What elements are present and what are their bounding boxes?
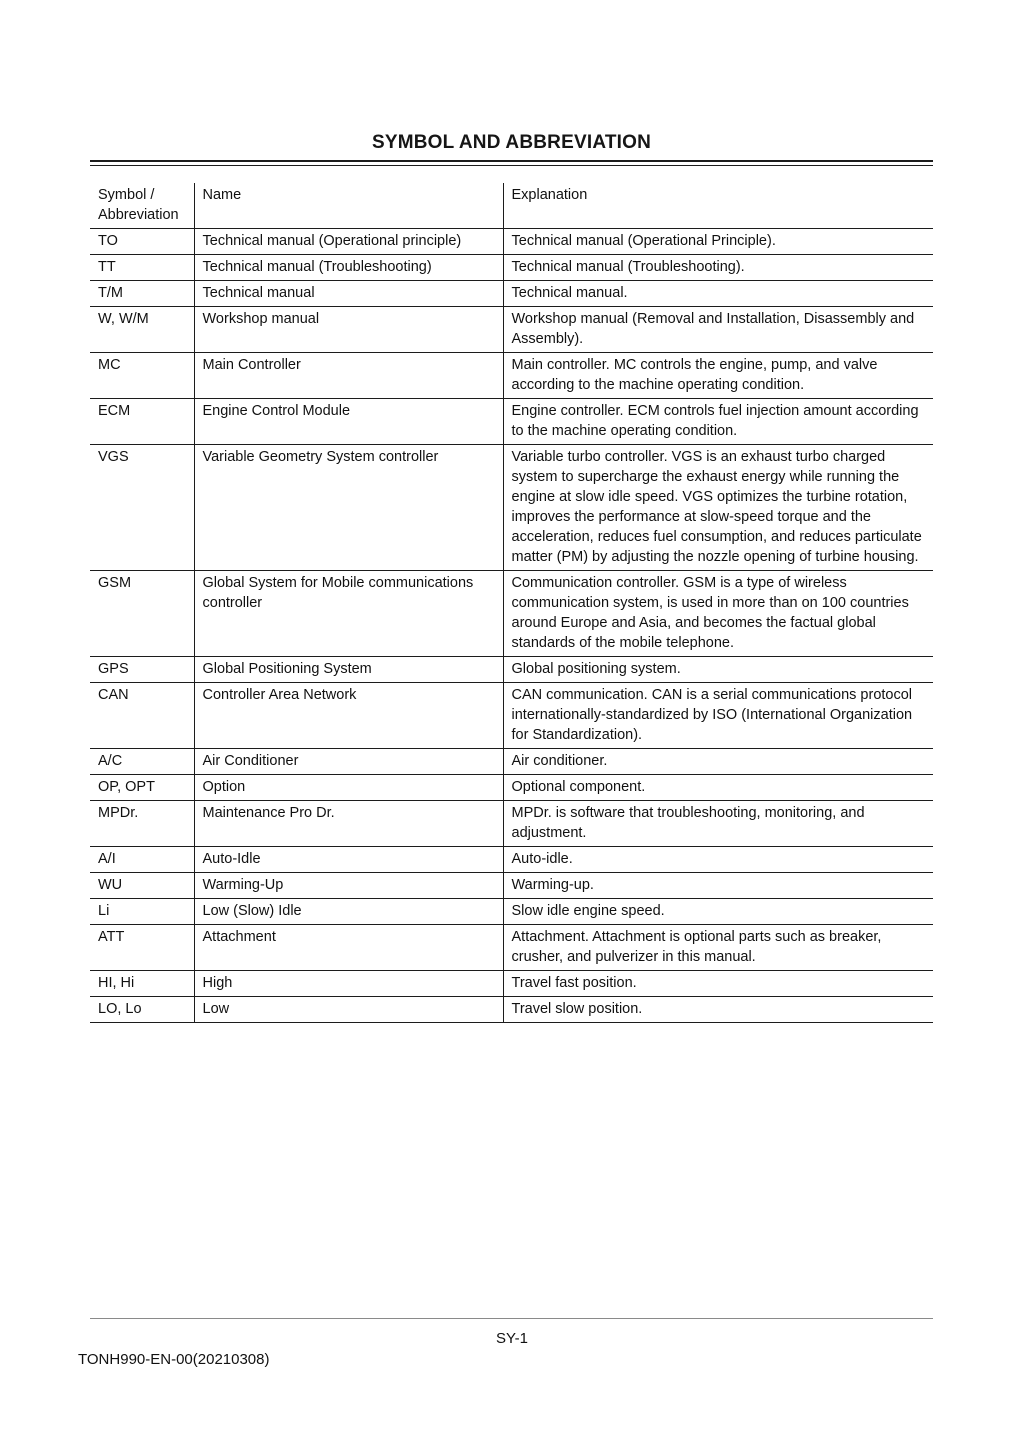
name-cell: Main Controller xyxy=(194,353,503,399)
table-header-row xyxy=(90,183,933,229)
column-header-explanation: Explanation xyxy=(503,183,933,229)
page-content xyxy=(90,0,933,1023)
explanation-cell: Technical manual. xyxy=(503,281,933,307)
table-row xyxy=(90,801,933,847)
name-cell: Maintenance Pro Dr. xyxy=(194,801,503,847)
name-cell: Technical manual xyxy=(194,281,503,307)
name-cell: Technical manual (Troubleshooting) xyxy=(194,255,503,281)
symbol-cell: Li xyxy=(90,899,194,925)
symbol-cell: MPDr. xyxy=(90,801,194,847)
symbol-cell: HI, Hi xyxy=(90,971,194,997)
symbol-cell: VGS xyxy=(90,445,194,571)
name-cell: Engine Control Module xyxy=(194,399,503,445)
symbol-cell: ATT xyxy=(90,925,194,971)
symbol-cell: A/I xyxy=(90,847,194,873)
explanation-cell: Air conditioner. xyxy=(503,749,933,775)
explanation-cell: CAN communication. CAN is a serial communications protocol internationally-standardized by ISO (International Organization for Standardization). xyxy=(503,683,933,749)
table-row xyxy=(90,399,933,445)
table-row xyxy=(90,353,933,399)
symbol-cell: TT xyxy=(90,255,194,281)
explanation-cell: Attachment. Attachment is optional parts such as breaker, crusher, and pulverizer in this manual. xyxy=(503,925,933,971)
explanation-cell: Global positioning system. xyxy=(503,657,933,683)
abbreviation-table xyxy=(90,183,933,1023)
symbol-cell: ECM xyxy=(90,399,194,445)
symbol-cell: MC xyxy=(90,353,194,399)
name-cell: Attachment xyxy=(194,925,503,971)
explanation-cell: Slow idle engine speed. xyxy=(503,899,933,925)
symbol-cell: OP, OPT xyxy=(90,775,194,801)
abbreviation-table-body xyxy=(90,229,933,1023)
table-row xyxy=(90,925,933,971)
symbol-cell: W, W/M xyxy=(90,307,194,353)
table-row xyxy=(90,571,933,657)
symbol-cell: CAN xyxy=(90,683,194,749)
table-header xyxy=(90,183,933,229)
table-row xyxy=(90,281,933,307)
explanation-cell: MPDr. is software that troubleshooting, monitoring, and adjustment. xyxy=(503,801,933,847)
page-number: SY-1 xyxy=(496,1330,528,1347)
table-row xyxy=(90,899,933,925)
table-row xyxy=(90,971,933,997)
table-row xyxy=(90,683,933,749)
table-row xyxy=(90,847,933,873)
name-cell: Global Positioning System xyxy=(194,657,503,683)
symbol-cell: GPS xyxy=(90,657,194,683)
name-cell: High xyxy=(194,971,503,997)
symbol-cell: WU xyxy=(90,873,194,899)
name-cell: Warming-Up xyxy=(194,873,503,899)
symbol-cell: TO xyxy=(90,229,194,255)
explanation-cell: Workshop manual (Removal and Installation, Disassembly and Assembly). xyxy=(503,307,933,353)
explanation-cell: Engine controller. ECM controls fuel injection amount according to the machine operating condition. xyxy=(503,399,933,445)
table-row xyxy=(90,307,933,353)
explanation-cell: Communication controller. GSM is a type of wireless communication system, is used in more than on 100 countries around Europe and Asia, and becomes the factual global standards of the mobile telephone. xyxy=(503,571,933,657)
table-row xyxy=(90,255,933,281)
table-row xyxy=(90,445,933,571)
column-header-symbol: Symbol / Abbreviation xyxy=(90,183,194,229)
name-cell: Technical manual (Operational principle) xyxy=(194,229,503,255)
name-cell: Auto-Idle xyxy=(194,847,503,873)
name-cell: Controller Area Network xyxy=(194,683,503,749)
title-rule xyxy=(90,160,933,166)
explanation-cell: Technical manual (Operational Principle). xyxy=(503,229,933,255)
explanation-cell: Travel fast position. xyxy=(503,971,933,997)
name-cell: Global System for Mobile communications controller xyxy=(194,571,503,657)
column-header-name: Name xyxy=(194,183,503,229)
explanation-cell: Auto-idle. xyxy=(503,847,933,873)
table-row xyxy=(90,997,933,1023)
symbol-cell: T/M xyxy=(90,281,194,307)
explanation-cell: Main controller. MC controls the engine, pump, and valve according to the machine operating condition. xyxy=(503,353,933,399)
table-row xyxy=(90,657,933,683)
page-title: SYMBOL AND ABBREVIATION xyxy=(371,132,652,153)
symbol-cell: A/C xyxy=(90,749,194,775)
symbol-cell: LO, Lo xyxy=(90,997,194,1023)
explanation-cell: Warming-up. xyxy=(503,873,933,899)
explanation-cell: Technical manual (Troubleshooting). xyxy=(503,255,933,281)
name-cell: Air Conditioner xyxy=(194,749,503,775)
explanation-cell: Variable turbo controller. VGS is an exhaust turbo charged system to supercharge the exhaust energy while running the engine at slow idle speed. VGS optimizes the turbine rotation, improves the performance at slow-speed torque and the acceleration, reduces fuel consumption, and reduces particulate matter (PM) by adjusting the nozzle opening of turbine housing. xyxy=(503,445,933,571)
table-row xyxy=(90,749,933,775)
explanation-cell: Optional component. xyxy=(503,775,933,801)
name-cell: Variable Geometry System controller xyxy=(194,445,503,571)
name-cell: Option xyxy=(194,775,503,801)
name-cell: Low (Slow) Idle xyxy=(194,899,503,925)
symbol-cell: GSM xyxy=(90,571,194,657)
table-row xyxy=(90,775,933,801)
table-row xyxy=(90,873,933,899)
name-cell: Low xyxy=(194,997,503,1023)
doc-code: TONH990-EN-00(20210308) xyxy=(78,1351,270,1368)
name-cell: Workshop manual xyxy=(194,307,503,353)
explanation-cell: Travel slow position. xyxy=(503,997,933,1023)
table-row xyxy=(90,229,933,255)
footer-rule xyxy=(90,1318,933,1319)
